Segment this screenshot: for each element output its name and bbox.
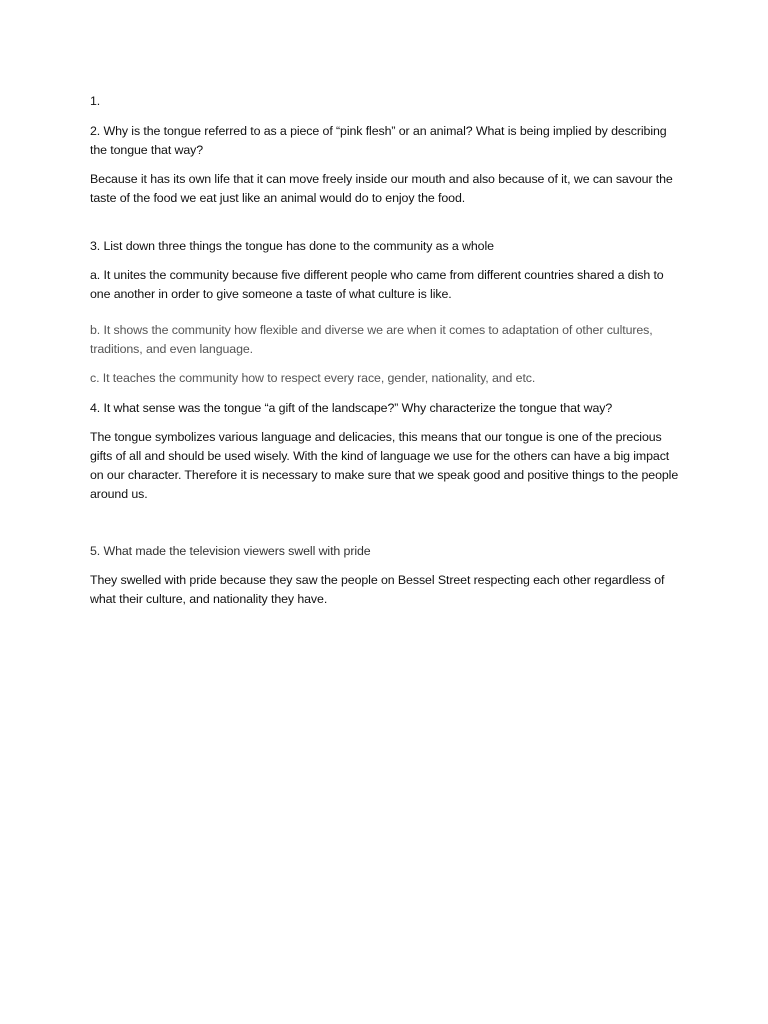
- answer-3a: a. It unites the community because five different people who came from different countries shared a dish to one another in order to give someone a taste of what culture is like.: [90, 268, 664, 301]
- question-3: 3. List down three things the tongue has done to the community as a whole: [90, 239, 494, 253]
- answer-4: The tongue symbolizes various language and delicacies, this means that our tongue is one of the precious gifts of all and should be used wisely. With the kind of language we use for the others can have a big impact on our character. Therefore it is necessary to make sure that we speak good and positive things to the people around us.: [90, 430, 679, 501]
- question-1: 1.: [90, 94, 101, 108]
- answer-2: Because it has its own life that it can move freely inside our mouth and also because of it, we can savour the taste of the food we eat just like an animal would do to enjoy the food.: [90, 172, 673, 205]
- answer-3b: b. It shows the community how flexible and diverse we are when it comes to adaptation of other cultures, traditions, and even language.: [90, 323, 653, 356]
- question-2: 2. Why is the tongue referred to as a piece of “pink flesh” or an animal? What is being implied by describing the tongue that way?: [90, 124, 667, 157]
- question-4: 4. It what sense was the tongue “a gift of the landscape?” Why characterize the tongue that way?: [90, 401, 613, 415]
- question-5: 5. What made the television viewers swell with pride: [90, 544, 371, 558]
- answer-5: They swelled with pride because they saw the people on Bessel Street respecting each other regardless of what their culture, and nationality they have.: [90, 573, 665, 606]
- answer-3c: c. It teaches the community how to respect every race, gender, nationality, and etc.: [90, 371, 536, 385]
